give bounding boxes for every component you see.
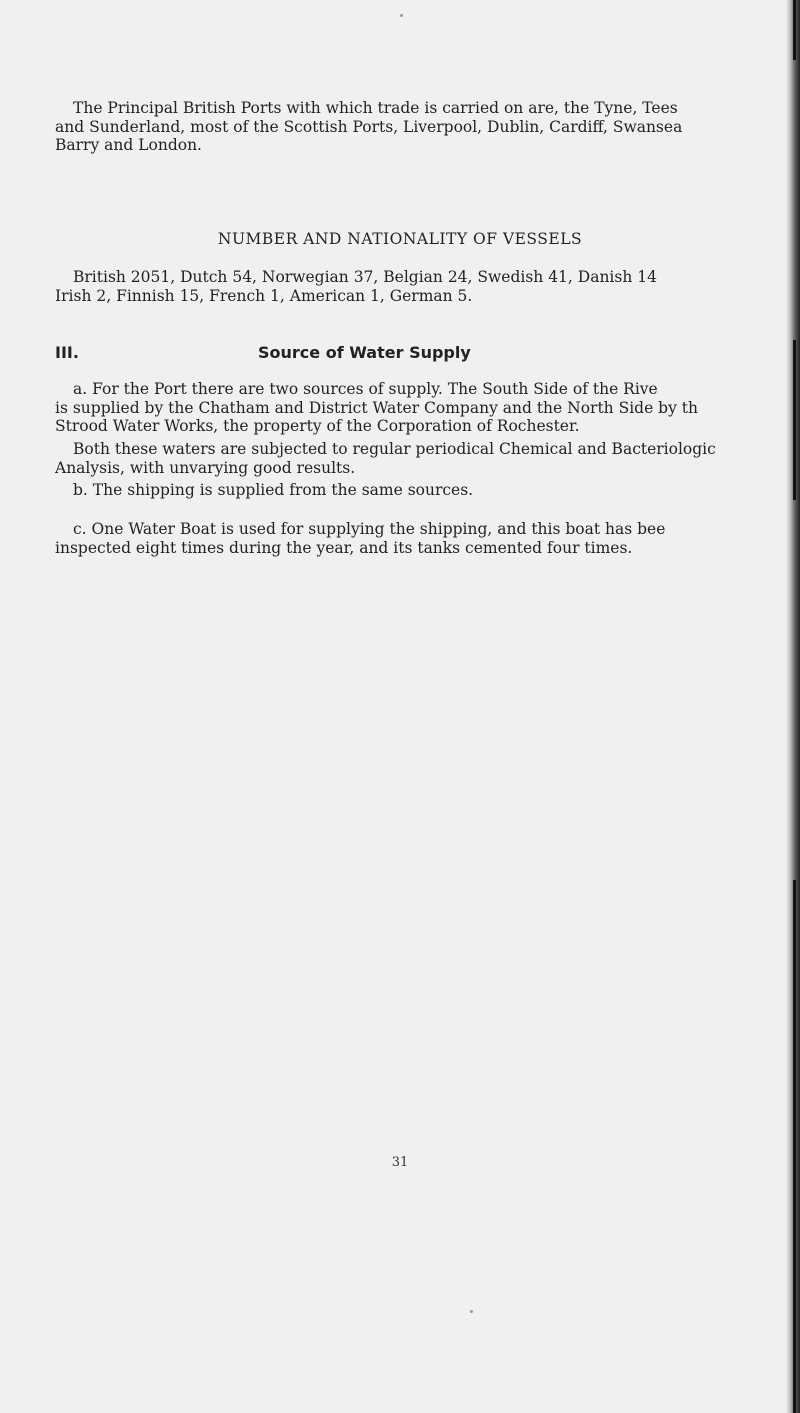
paragraph-line: b. The shipping is supplied from the same sources. — [73, 481, 474, 499]
binding-edge-mark — [793, 880, 796, 1413]
intro-line: and Sunderland, most of the Scottish Ports, Liverpool, Dublin, Cardiff, Swansea — [55, 117, 683, 136]
vessels-line: British 2051, Dutch 54, Norwegian 37, Belgian 24, Swedish 41, Danish 14 — [73, 268, 657, 286]
paper-speck — [470, 1310, 473, 1313]
paragraph-c — [55, 520, 795, 557]
section-number: III. — [55, 343, 79, 362]
paragraph-line: c. One Water Boat is used for supplying the shipping, and this boat has bee — [73, 520, 666, 538]
vessels-line: Irish 2, Finnish 15, French 1, American 1, German 5. — [55, 286, 473, 305]
paragraph-line: Analysis, with unvarying good results. — [55, 458, 356, 477]
section-title: Source of Water Supply — [258, 343, 471, 362]
paragraph-b — [55, 481, 795, 500]
paragraph-line: a. For the Port there are two sources of supply. The South Side of the Rive — [73, 380, 658, 398]
paragraph-line: Strood Water Works, the property of the Corporation of Rochester. — [55, 417, 580, 435]
binding-edge-mark — [793, 340, 796, 500]
paragraph-line: Both these waters are subjected to regular periodical Chemical and Bacteriologic — [73, 440, 716, 458]
paragraph-a — [55, 380, 795, 436]
intro-line: The Principal British Ports with which trade is carried on are, the Tyne, Tees — [73, 99, 678, 117]
binding-edge-mark — [793, 0, 796, 60]
page-number: 31 — [391, 1155, 409, 1170]
vessels-paragraph — [55, 268, 795, 305]
paragraph-line: is supplied by the Chatham and District Water Company and the North Side by th — [55, 398, 699, 417]
paragraph-both — [55, 440, 795, 477]
paragraph-line: inspected eight times during the year, and its tanks cemented four times. — [55, 538, 633, 557]
vessels-heading: NUMBER AND NATIONALITY OF VESSELS — [217, 230, 583, 248]
paper-speck — [400, 14, 403, 17]
intro-line: Barry and London. — [55, 136, 202, 154]
intro-paragraph — [55, 99, 795, 155]
